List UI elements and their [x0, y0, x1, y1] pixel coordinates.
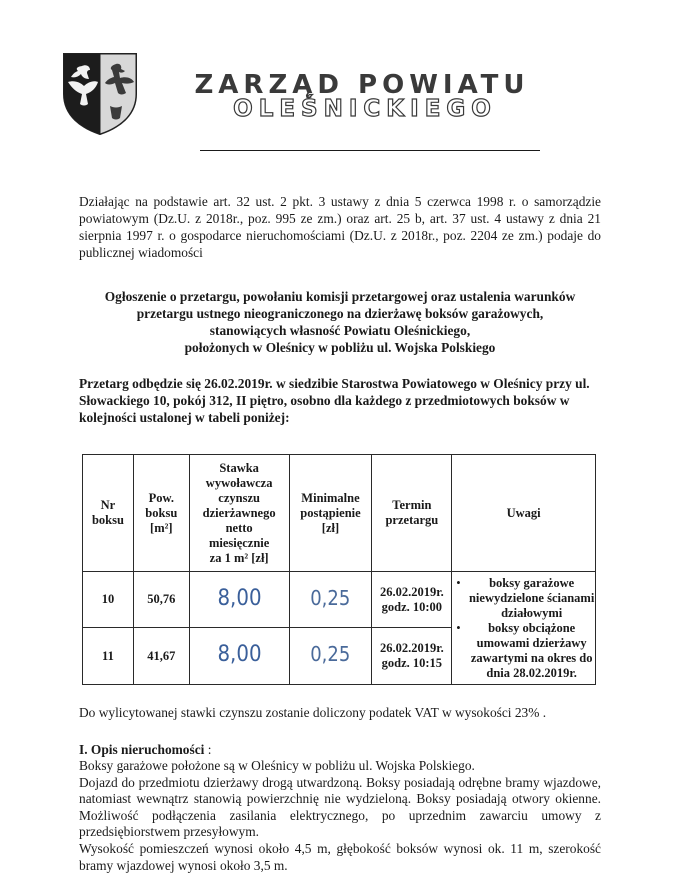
cell-minimum-increment [289, 572, 372, 628]
description-paragraph: Wysokość pomieszczeń wynosi około 4,5 m, głębokość boksów wynosi ok. 11 m, szerokość bramy wjazdowej wynosi około 3,5 m. [79, 840, 601, 873]
notice-title-line: stanowiących własność Powiatu Oleśnickiego, [209, 323, 471, 338]
cell-tender-date [372, 572, 452, 628]
handwritten-value: 0,25 [310, 585, 351, 610]
header-remarks: Uwagi [452, 455, 596, 572]
handwritten-value: 8,00 [217, 642, 262, 667]
handwritten-value: 0,25 [310, 642, 351, 666]
cell-box-area: 41,67 [133, 628, 189, 685]
section-heading [79, 741, 601, 758]
intro-paragraph: Działając na podstawie art. 32 ust. 2 pkt. 3 ustawy z dnia 5 czerwca 1998 r. o samorządzie powiatowym (Dz.U. z 2018r., poz. 995 ze zm.) oraz art. 25 b, art. 37 ust. 4 ustawy z dnia 21 sierpnia 1997 r. o gospodarce nieruchomościami (Dz.U. z 2018r., poz. 2204 ze zm.) podaje do publicznej wiadomości [79, 194, 601, 260]
header-text: postąpienie [300, 505, 361, 520]
description-paragraph: Boksy garażowe położone są w Oleśnicy w pobliżu ul. Wojska Polskiego. [79, 758, 475, 773]
header-text: [m²] [150, 520, 173, 535]
authority-name-line1: ZARZĄD POWIATU [194, 70, 530, 100]
header-text: przetargu [385, 513, 439, 527]
vat-note: Do wylicytowanej stawki czynszu zostanie doliczony podatek VAT w wysokości 23% . [79, 705, 547, 720]
cell-starting-rate [189, 628, 289, 685]
table-row [83, 572, 596, 628]
garage-box-table [82, 454, 596, 685]
cell-starting-rate [189, 572, 289, 628]
header-starting-rate [189, 455, 289, 572]
remarks-list [452, 576, 595, 681]
authority-name-line2: OLEŚNICKIEGO [233, 96, 497, 122]
remark-item: • boksy garażowe niewydzielone ścianami działowymi [454, 576, 595, 621]
header-tender-date [372, 455, 452, 572]
section-heading-colon: : [204, 742, 212, 757]
header-text: boksu [145, 505, 178, 520]
header-box-area [133, 455, 189, 572]
header-minimum-increment [289, 455, 372, 572]
tender-time: godz. 10:00 [381, 599, 443, 614]
header-text: [zł] [321, 520, 340, 535]
handwritten-value: 8,00 [217, 585, 262, 611]
tender-date: 26.02.2019r. [379, 584, 444, 599]
tender-time: godz. 10:15 [381, 656, 443, 670]
section-heading-text: I. Opis nieruchomości [79, 742, 205, 757]
header-text: miesięcznie [208, 535, 270, 550]
notice-title-line: położonych w Oleśnicy w pobliżu ul. Wojska Polskiego [184, 340, 496, 355]
cell-remarks [452, 572, 596, 685]
description-paragraph: Dojazd do przedmiotu dzierżawy drogą utwardzoną. Boksy posiadają odrębne bramy wjazdowe, natomiast wewnątrz stanowią powierzchnię nie wydzieloną. Boksy posiadają otwory okienne. Możliwość podłączenia zasilania elektrycznego, po uprzednim zawarciu umowy z przedsiębiorstwem przesyłowym. [79, 774, 601, 840]
cell-box-number: 11 [83, 628, 134, 685]
cell-box-area: 50,76 [133, 572, 189, 628]
header-text: za 1 m² [zł] [209, 550, 269, 565]
header-box-number [83, 455, 134, 572]
property-description [79, 758, 601, 874]
tender-announcement: Przetarg odbędzie się 26.02.2019r. w siedzibie Starostwa Powiatowego w Oleśnicy przy ul. Słowackiego 10, pokój 312, II piętro, osobno dla każdego z przedmiotowych boksów w kolejności ustalonej w tabeli poniżej: [79, 376, 590, 425]
header-text: Minimalne [301, 490, 360, 505]
county-coat-of-arms [60, 50, 140, 136]
header-text: netto [225, 520, 253, 535]
header-divider [200, 150, 540, 151]
notice-title-line: przetargu ustnego nieograniczonego na dzierżawę boksów garażowych, [136, 306, 544, 321]
notice-title-line: Ogłoszenie o przetargu, powołaniu komisji przetargowej oraz ustalenia warunków [104, 289, 576, 304]
header-text: Termin [392, 498, 432, 512]
remark-item: • boksy obciążone umowami dzierżawy zawartymi na okres do dnia 28.02.2019r. [454, 621, 595, 681]
cell-tender-date [372, 628, 452, 685]
header-text: wywoławcza [205, 475, 273, 490]
header-text: Pow. [148, 490, 174, 505]
header-text: boksu [91, 513, 124, 527]
header-text: dzierżawnego [202, 505, 276, 520]
header-text: czynszu [218, 490, 260, 505]
table-header-row [83, 455, 596, 572]
cell-minimum-increment [289, 628, 372, 685]
tender-date: 26.02.2019r. [379, 641, 444, 655]
header-text: Stawka [219, 460, 259, 475]
header-text: Nr [100, 498, 116, 512]
notice-title [79, 288, 601, 356]
cell-box-number: 10 [83, 572, 134, 628]
